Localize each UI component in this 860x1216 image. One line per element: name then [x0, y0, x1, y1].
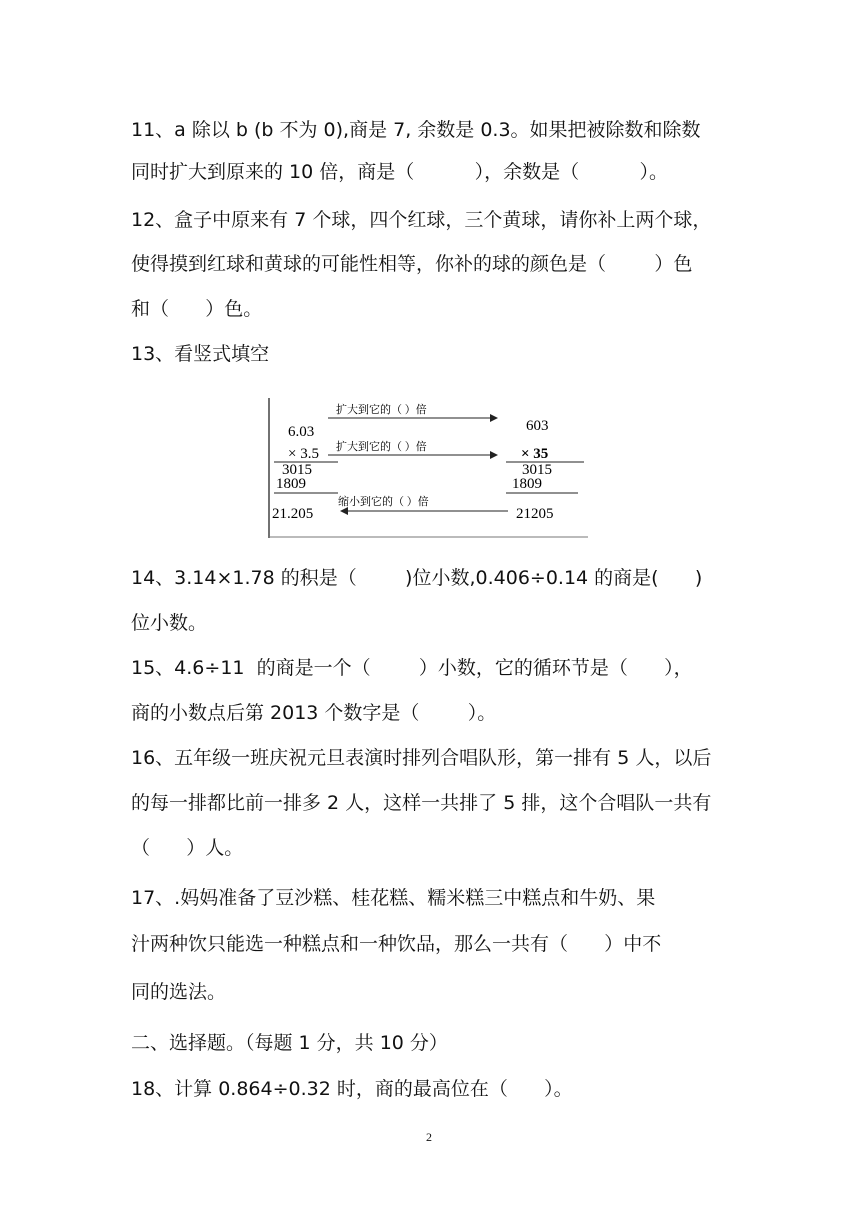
q13-title: 13、看竖式填空 [131, 343, 270, 365]
q17-line2: 汁两种饮只能选一种糕点和一种饮品，那么一共有（ ）中不 [131, 933, 662, 955]
q12-line3: 和（ ）色。 [131, 298, 263, 320]
q16-line3: （ ）人。 [131, 837, 244, 859]
left-partial2: 1809 [276, 476, 306, 492]
arrow1-head [490, 414, 498, 422]
left-partial1: 3015 [282, 462, 312, 478]
q17-line1: 17、.妈妈准备了豆沙糕、桂花糕、糯米糕三中糕点和牛奶、果 [131, 887, 656, 909]
arrow2-label: 扩大到它的（ ）倍 [336, 441, 427, 453]
right-partial1: 3015 [522, 462, 552, 478]
right-result: 21205 [516, 506, 554, 522]
q12-line1: 12、盒子中原来有 7 个球，四个红球，三个黄球，请你补上两个球， [131, 209, 712, 231]
q14-line1: 14、3.14×1.78 的积是（ )位小数,0.406÷0.14 的商是( ) [131, 567, 703, 589]
q14-line2: 位小数。 [131, 612, 208, 634]
q15-line1: 15、4.6÷11 的商是一个（ ）小数，它的循环节是（ ）， [131, 657, 693, 679]
left-num1: 6.03 [288, 424, 315, 440]
q16-line2: 的每一排都比前一排多 2 人，这样一共排了 5 排，这个合唱队一共有 [131, 792, 712, 814]
right-num1: 603 [526, 418, 549, 434]
q16-line1: 16、五年级一班庆祝元旦表演时排列合唱队形，第一排有 5 人，以后 [131, 747, 712, 769]
q17-line3: 同的选法。 [131, 981, 227, 1003]
page-number: 2 [426, 1130, 432, 1144]
arrow3-head [340, 507, 348, 515]
section2-heading: 二、选择题。（每题 1 分，共 10 分） [131, 1032, 448, 1054]
arrow2-head [490, 451, 498, 459]
left-result: 21.205 [272, 506, 314, 522]
q12-line2: 使得摸到红球和黄球的可能性相等，你补的球的颜色是（ ）色 [131, 253, 693, 275]
q15-line2: 商的小数点后第 2013 个数字是（ ）。 [131, 702, 497, 724]
arrow3-label: 缩小到它的（ ）倍 [338, 496, 429, 508]
right-partial2: 1809 [512, 476, 542, 492]
q18-line1: 18、计算 0.864÷0.32 时，商的最高位在（ ）。 [131, 1078, 573, 1100]
arrow1-label: 扩大到它的（ ）倍 [336, 404, 427, 416]
vertical-multiplication-figure [266, 396, 588, 538]
left-mult: × 3.5 [288, 446, 319, 462]
q11-line2: 同时扩大到原来的 10 倍，商是（ ），余数是（ ）。 [131, 161, 669, 183]
right-mult: × 35 [521, 446, 549, 462]
q11-line1: 11、a 除以 b (b 不为 0),商是 7, 余数是 0.3。如果把被除数和除数 [131, 119, 701, 141]
